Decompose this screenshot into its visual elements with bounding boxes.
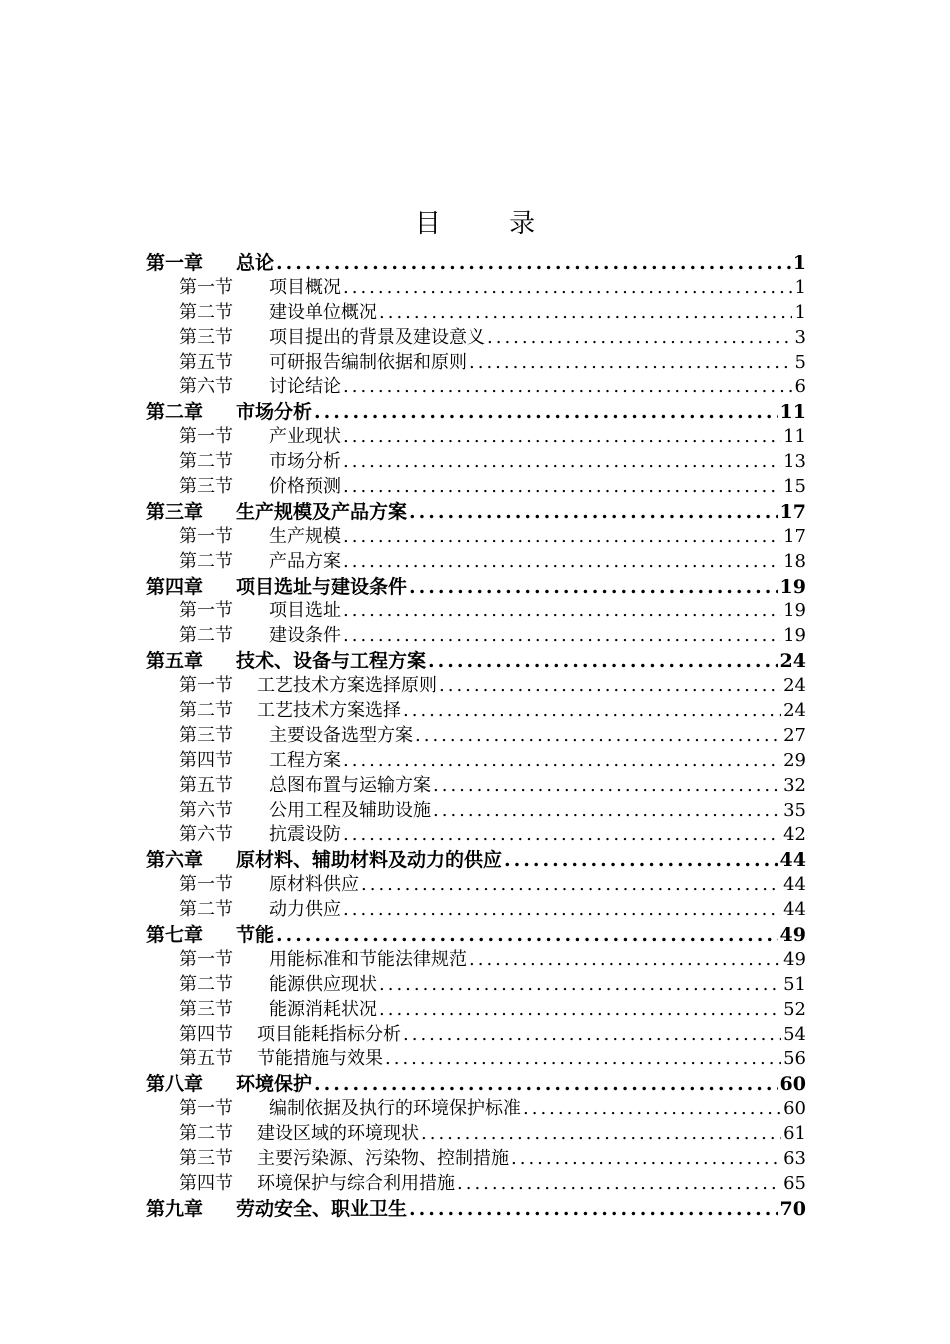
toc-entry-number: 第一节 (179, 948, 233, 970)
toc-page-number: 60 (783, 1098, 806, 1120)
toc-entry-number: 第四节 (179, 749, 233, 771)
toc-page-number: 42 (783, 824, 806, 846)
toc-page-number: 56 (783, 1048, 806, 1070)
toc-entry-label (179, 351, 467, 376)
toc-entry-text: 建设条件 (269, 625, 341, 647)
toc-entry-number: 第三节 (179, 998, 233, 1020)
toc-page-number: 6 (794, 376, 806, 398)
toc-page-number: 19 (783, 600, 806, 622)
toc-page-number: 18 (783, 550, 806, 572)
toc-page-number: 61 (783, 1123, 806, 1145)
toc-entry-text: 公用工程及辅助设施 (269, 799, 431, 821)
toc-section-entry[interactable] (146, 624, 806, 649)
dot-leader (409, 575, 778, 600)
toc-entry-text: 项目概况 (269, 276, 341, 298)
toc-page-number: 54 (783, 1023, 806, 1045)
toc-entry-label (146, 649, 426, 674)
toc-entry-label (179, 425, 341, 450)
toc-chapter-entry[interactable] (146, 923, 806, 948)
toc-entry-number: 第一节 (179, 276, 233, 298)
toc-page-number: 70 (779, 1197, 806, 1220)
toc-entry-number: 第九章 (146, 1197, 204, 1220)
toc-page-number: 52 (783, 998, 806, 1020)
dot-leader (487, 326, 792, 351)
toc-entry-label (179, 774, 431, 799)
toc-section-entry[interactable] (146, 799, 806, 824)
toc-chapter-entry[interactable] (146, 400, 806, 425)
toc-section-entry[interactable] (146, 749, 806, 774)
toc-entry-label (179, 948, 467, 973)
dot-leader (276, 251, 791, 276)
toc-entry-number: 第一章 (146, 251, 204, 274)
toc-section-entry[interactable] (146, 898, 806, 923)
dot-leader (409, 500, 778, 525)
toc-section-entry[interactable] (146, 425, 806, 450)
toc-entry-label (179, 724, 413, 749)
toc-section-entry[interactable] (146, 351, 806, 376)
toc-section-entry[interactable] (146, 475, 806, 500)
toc-entry-number: 第三节 (179, 476, 233, 497)
toc-entry-text: 市场分析 (236, 401, 313, 424)
toc-entry-text: 节能措施与效果 (257, 1048, 383, 1070)
toc-entry-text: 能源消耗状况 (269, 998, 377, 1020)
toc-section-entry[interactable] (146, 948, 806, 973)
toc-page-number: 11 (779, 401, 806, 424)
toc-entry-number: 第三节 (179, 326, 233, 348)
toc-section-entry[interactable] (146, 599, 806, 624)
dot-leader (343, 550, 781, 575)
dot-leader (343, 599, 781, 624)
dot-leader (439, 674, 781, 699)
toc-chapter-entry[interactable] (146, 1197, 806, 1222)
toc-entry-text: 能源供应现状 (269, 973, 377, 995)
toc-entry-text: 原材料供应 (269, 874, 359, 896)
toc-section-entry[interactable] (146, 823, 806, 848)
toc-section-entry[interactable] (146, 1147, 806, 1172)
toc-page-number: 17 (783, 525, 806, 547)
toc-entry-number: 第二节 (179, 301, 233, 323)
toc-entry-label (179, 1147, 509, 1172)
toc-entry-text: 主要污染源、污染物、控制措施 (257, 1148, 509, 1170)
toc-page-number: 51 (783, 973, 806, 995)
toc-entry-label (146, 848, 502, 873)
toc-entry-label (179, 550, 341, 575)
toc-page-number: 44 (783, 874, 806, 896)
dot-leader (343, 375, 792, 400)
toc-page-number: 3 (794, 326, 806, 348)
toc-chapter-entry[interactable] (146, 649, 806, 674)
toc-entry-number: 第二节 (179, 899, 233, 921)
toc-section-entry[interactable] (146, 699, 806, 724)
dot-leader (361, 873, 781, 898)
toc-entry-text: 建设单位概况 (269, 301, 377, 323)
toc-entry-text: 建设区域的环境现状 (257, 1123, 419, 1145)
dot-leader (343, 475, 781, 500)
dot-leader (276, 923, 778, 948)
toc-entry-text: 动力供应 (269, 899, 341, 921)
dot-leader (343, 525, 781, 550)
toc-page-number: 19 (783, 625, 806, 647)
dot-leader (343, 276, 792, 301)
dot-leader (403, 1023, 781, 1048)
toc-page-number: 13 (783, 451, 806, 473)
toc-entry-text: 工艺技术方案选择原则 (257, 675, 437, 697)
toc-entry-number: 第二节 (179, 550, 233, 572)
toc-entry-number: 第八章 (146, 1073, 204, 1096)
toc-entry-text: 总论 (236, 251, 275, 274)
toc-entry-text: 工艺技术方案选择 (257, 700, 401, 722)
toc-entry-label (179, 1047, 383, 1072)
toc-entry-label (146, 575, 407, 600)
toc-entry-text: 主要设备选型方案 (269, 724, 413, 746)
toc-entry-label (179, 276, 341, 301)
dot-leader (511, 1147, 781, 1172)
dot-leader (457, 1172, 781, 1197)
toc-chapter-entry[interactable] (146, 251, 806, 276)
toc-entry-number: 第一节 (179, 426, 233, 448)
toc-entry-number: 第二章 (146, 401, 204, 424)
dot-leader (403, 699, 781, 724)
toc-entry-number: 第二节 (179, 451, 233, 473)
toc-entry-number: 第一节 (179, 675, 233, 697)
toc-entry-label (146, 1072, 312, 1097)
dot-leader (415, 724, 781, 749)
toc-page-number: 63 (783, 1148, 806, 1170)
toc-section-entry[interactable] (146, 550, 806, 575)
toc-entry-text: 可研报告编制依据和原则 (269, 351, 467, 373)
toc-title: 目 录 (414, 209, 566, 239)
toc-entry-text: 价格预测 (269, 476, 341, 497)
toc-page-number: 15 (783, 476, 806, 497)
toc-entry-label (179, 973, 377, 998)
toc-chapter-entry[interactable] (146, 500, 806, 525)
toc-section-entry[interactable] (146, 525, 806, 550)
toc-entry-text: 生产规模及产品方案 (236, 500, 408, 523)
toc-entry-label (146, 400, 312, 425)
toc-page-number: 24 (779, 650, 806, 673)
toc-entry-number: 第六章 (146, 849, 204, 872)
dot-leader (433, 799, 781, 824)
toc-entry-number: 第二节 (179, 625, 233, 647)
toc-page-number: 1 (794, 301, 806, 323)
toc-entry-text: 市场分析 (269, 451, 341, 473)
dot-leader (409, 1197, 778, 1222)
toc-entry-number: 第三章 (146, 500, 204, 523)
dot-leader (343, 823, 781, 848)
dot-leader (379, 998, 781, 1023)
toc-entry-text: 环境保护与综合利用措施 (257, 1172, 455, 1194)
toc-entry-number: 第二节 (179, 700, 233, 722)
toc-entry-text: 抗震设防 (269, 824, 341, 846)
toc-entry-number: 第七章 (146, 924, 204, 947)
dot-leader (523, 1097, 781, 1122)
toc-entry-label (179, 301, 377, 326)
toc-entry-number: 第一节 (179, 600, 233, 622)
toc-entry-label (179, 998, 377, 1023)
dot-leader (433, 774, 781, 799)
toc-entry-number: 第六节 (179, 799, 233, 821)
toc-entry-text: 劳动安全、职业卫生 (236, 1197, 408, 1220)
toc-section-entry[interactable] (146, 301, 806, 326)
toc-page-number: 49 (783, 948, 806, 970)
toc-chapter-entry[interactable] (146, 575, 806, 600)
table-of-contents (146, 251, 806, 1222)
toc-section-entry[interactable] (146, 1172, 806, 1197)
toc-entry-number: 第四节 (179, 1023, 233, 1045)
toc-entry-text: 项目选址与建设条件 (236, 575, 408, 598)
toc-entry-label (179, 1097, 521, 1122)
toc-page-number: 17 (779, 500, 806, 523)
dot-leader (343, 898, 781, 923)
toc-entry-label (179, 898, 341, 923)
toc-entry-label (179, 749, 341, 774)
toc-entry-label (179, 674, 437, 699)
toc-entry-label (179, 823, 341, 848)
dot-leader (314, 400, 778, 425)
toc-entry-text: 工程方案 (269, 749, 341, 771)
toc-page-number: 35 (783, 799, 806, 821)
dot-leader (421, 1122, 781, 1147)
toc-section-entry[interactable] (146, 998, 806, 1023)
toc-page-number: 1 (792, 251, 806, 274)
toc-section-entry[interactable] (146, 674, 806, 699)
toc-entry-label (179, 375, 341, 400)
toc-entry-number: 第一节 (179, 874, 233, 896)
toc-entry-number: 第五节 (179, 774, 233, 796)
toc-section-entry[interactable] (146, 873, 806, 898)
toc-entry-number: 第六节 (179, 376, 233, 398)
toc-page-number: 19 (779, 575, 806, 598)
toc-entry-text: 项目选址 (269, 600, 341, 622)
toc-section-entry[interactable] (146, 1097, 806, 1122)
dot-leader (343, 425, 781, 450)
toc-entry-number: 第三节 (179, 724, 233, 746)
toc-entry-label (179, 450, 341, 475)
toc-page-number: 44 (783, 899, 806, 921)
toc-page-number: 24 (783, 675, 806, 697)
toc-entry-text: 节能 (236, 924, 275, 947)
dot-leader (428, 649, 778, 674)
toc-entry-text: 讨论结论 (269, 376, 341, 398)
toc-entry-text: 技术、设备与工程方案 (236, 650, 427, 673)
toc-entry-text: 总图布置与运输方案 (269, 774, 431, 796)
toc-entry-label (179, 1172, 455, 1197)
toc-section-entry[interactable] (146, 1023, 806, 1048)
toc-entry-label (146, 1197, 407, 1222)
toc-entry-label (146, 251, 274, 276)
dot-leader (504, 848, 778, 873)
toc-entry-label (179, 699, 401, 724)
toc-entry-number: 第二节 (179, 1123, 233, 1145)
toc-entry-number: 第三节 (179, 1148, 233, 1170)
toc-section-entry[interactable] (146, 326, 806, 351)
toc-entry-text: 产业现状 (269, 426, 341, 448)
toc-section-entry[interactable] (146, 724, 806, 749)
toc-page-number: 1 (794, 276, 806, 298)
toc-entry-number: 第一节 (179, 525, 233, 547)
dot-leader (469, 351, 792, 376)
toc-page-number: 60 (779, 1073, 806, 1096)
dot-leader (314, 1072, 778, 1097)
toc-entry-number: 第五章 (146, 650, 204, 673)
toc-entry-label (179, 799, 431, 824)
toc-entry-label (179, 1122, 419, 1147)
toc-page-number: 5 (794, 351, 806, 373)
toc-page-number: 65 (783, 1172, 806, 1194)
toc-entry-text: 编制依据及执行的环境保护标准 (269, 1098, 521, 1120)
toc-entry-number: 第一节 (179, 1098, 233, 1120)
toc-entry-text: 环境保护 (236, 1073, 313, 1096)
toc-entry-label (146, 500, 407, 525)
dot-leader (379, 973, 781, 998)
toc-page-number: 44 (779, 849, 806, 872)
toc-entry-text: 项目提出的背景及建设意义 (269, 326, 485, 348)
toc-entry-label (179, 624, 341, 649)
toc-entry-text: 原材料、辅助材料及动力的供应 (236, 849, 503, 872)
toc-page-number: 32 (783, 774, 806, 796)
toc-entry-label (179, 873, 359, 898)
toc-section-entry[interactable] (146, 1122, 806, 1147)
toc-entry-label (179, 1023, 401, 1048)
toc-entry-number: 第四章 (146, 575, 204, 598)
dot-leader (343, 450, 781, 475)
toc-entry-number: 第五节 (179, 1048, 233, 1070)
toc-entry-number: 第五节 (179, 351, 233, 373)
toc-section-entry[interactable] (146, 450, 806, 475)
toc-entry-label (179, 599, 341, 624)
toc-page-number: 11 (783, 426, 806, 448)
dot-leader (379, 301, 792, 326)
toc-entry-text: 用能标准和节能法律规范 (269, 948, 467, 970)
toc-entry-number: 第二节 (179, 973, 233, 995)
dot-leader (343, 624, 781, 649)
dot-leader (343, 749, 781, 774)
dot-leader (469, 948, 781, 973)
toc-page-number: 49 (779, 924, 806, 947)
toc-entry-text: 项目能耗指标分析 (257, 1023, 401, 1045)
toc-section-entry[interactable] (146, 375, 806, 400)
toc-section-entry[interactable] (146, 1048, 806, 1073)
toc-page-number: 24 (783, 700, 806, 722)
toc-page-number: 29 (783, 749, 806, 771)
toc-chapter-entry[interactable] (146, 848, 806, 873)
toc-entry-label (179, 326, 485, 351)
toc-entry-label (146, 923, 274, 948)
toc-page-number: 27 (783, 724, 806, 746)
toc-section-entry[interactable] (146, 973, 806, 998)
toc-entry-text: 产品方案 (269, 550, 341, 572)
toc-entry-number: 第四节 (179, 1172, 233, 1194)
toc-section-entry[interactable] (146, 276, 806, 301)
toc-entry-number: 第六节 (179, 824, 233, 846)
dot-leader (385, 1047, 781, 1072)
toc-section-entry[interactable] (146, 774, 806, 799)
toc-entry-text: 生产规模 (269, 525, 341, 547)
toc-entry-label (179, 525, 341, 550)
toc-entry-label (179, 475, 341, 500)
toc-chapter-entry[interactable] (146, 1072, 806, 1097)
